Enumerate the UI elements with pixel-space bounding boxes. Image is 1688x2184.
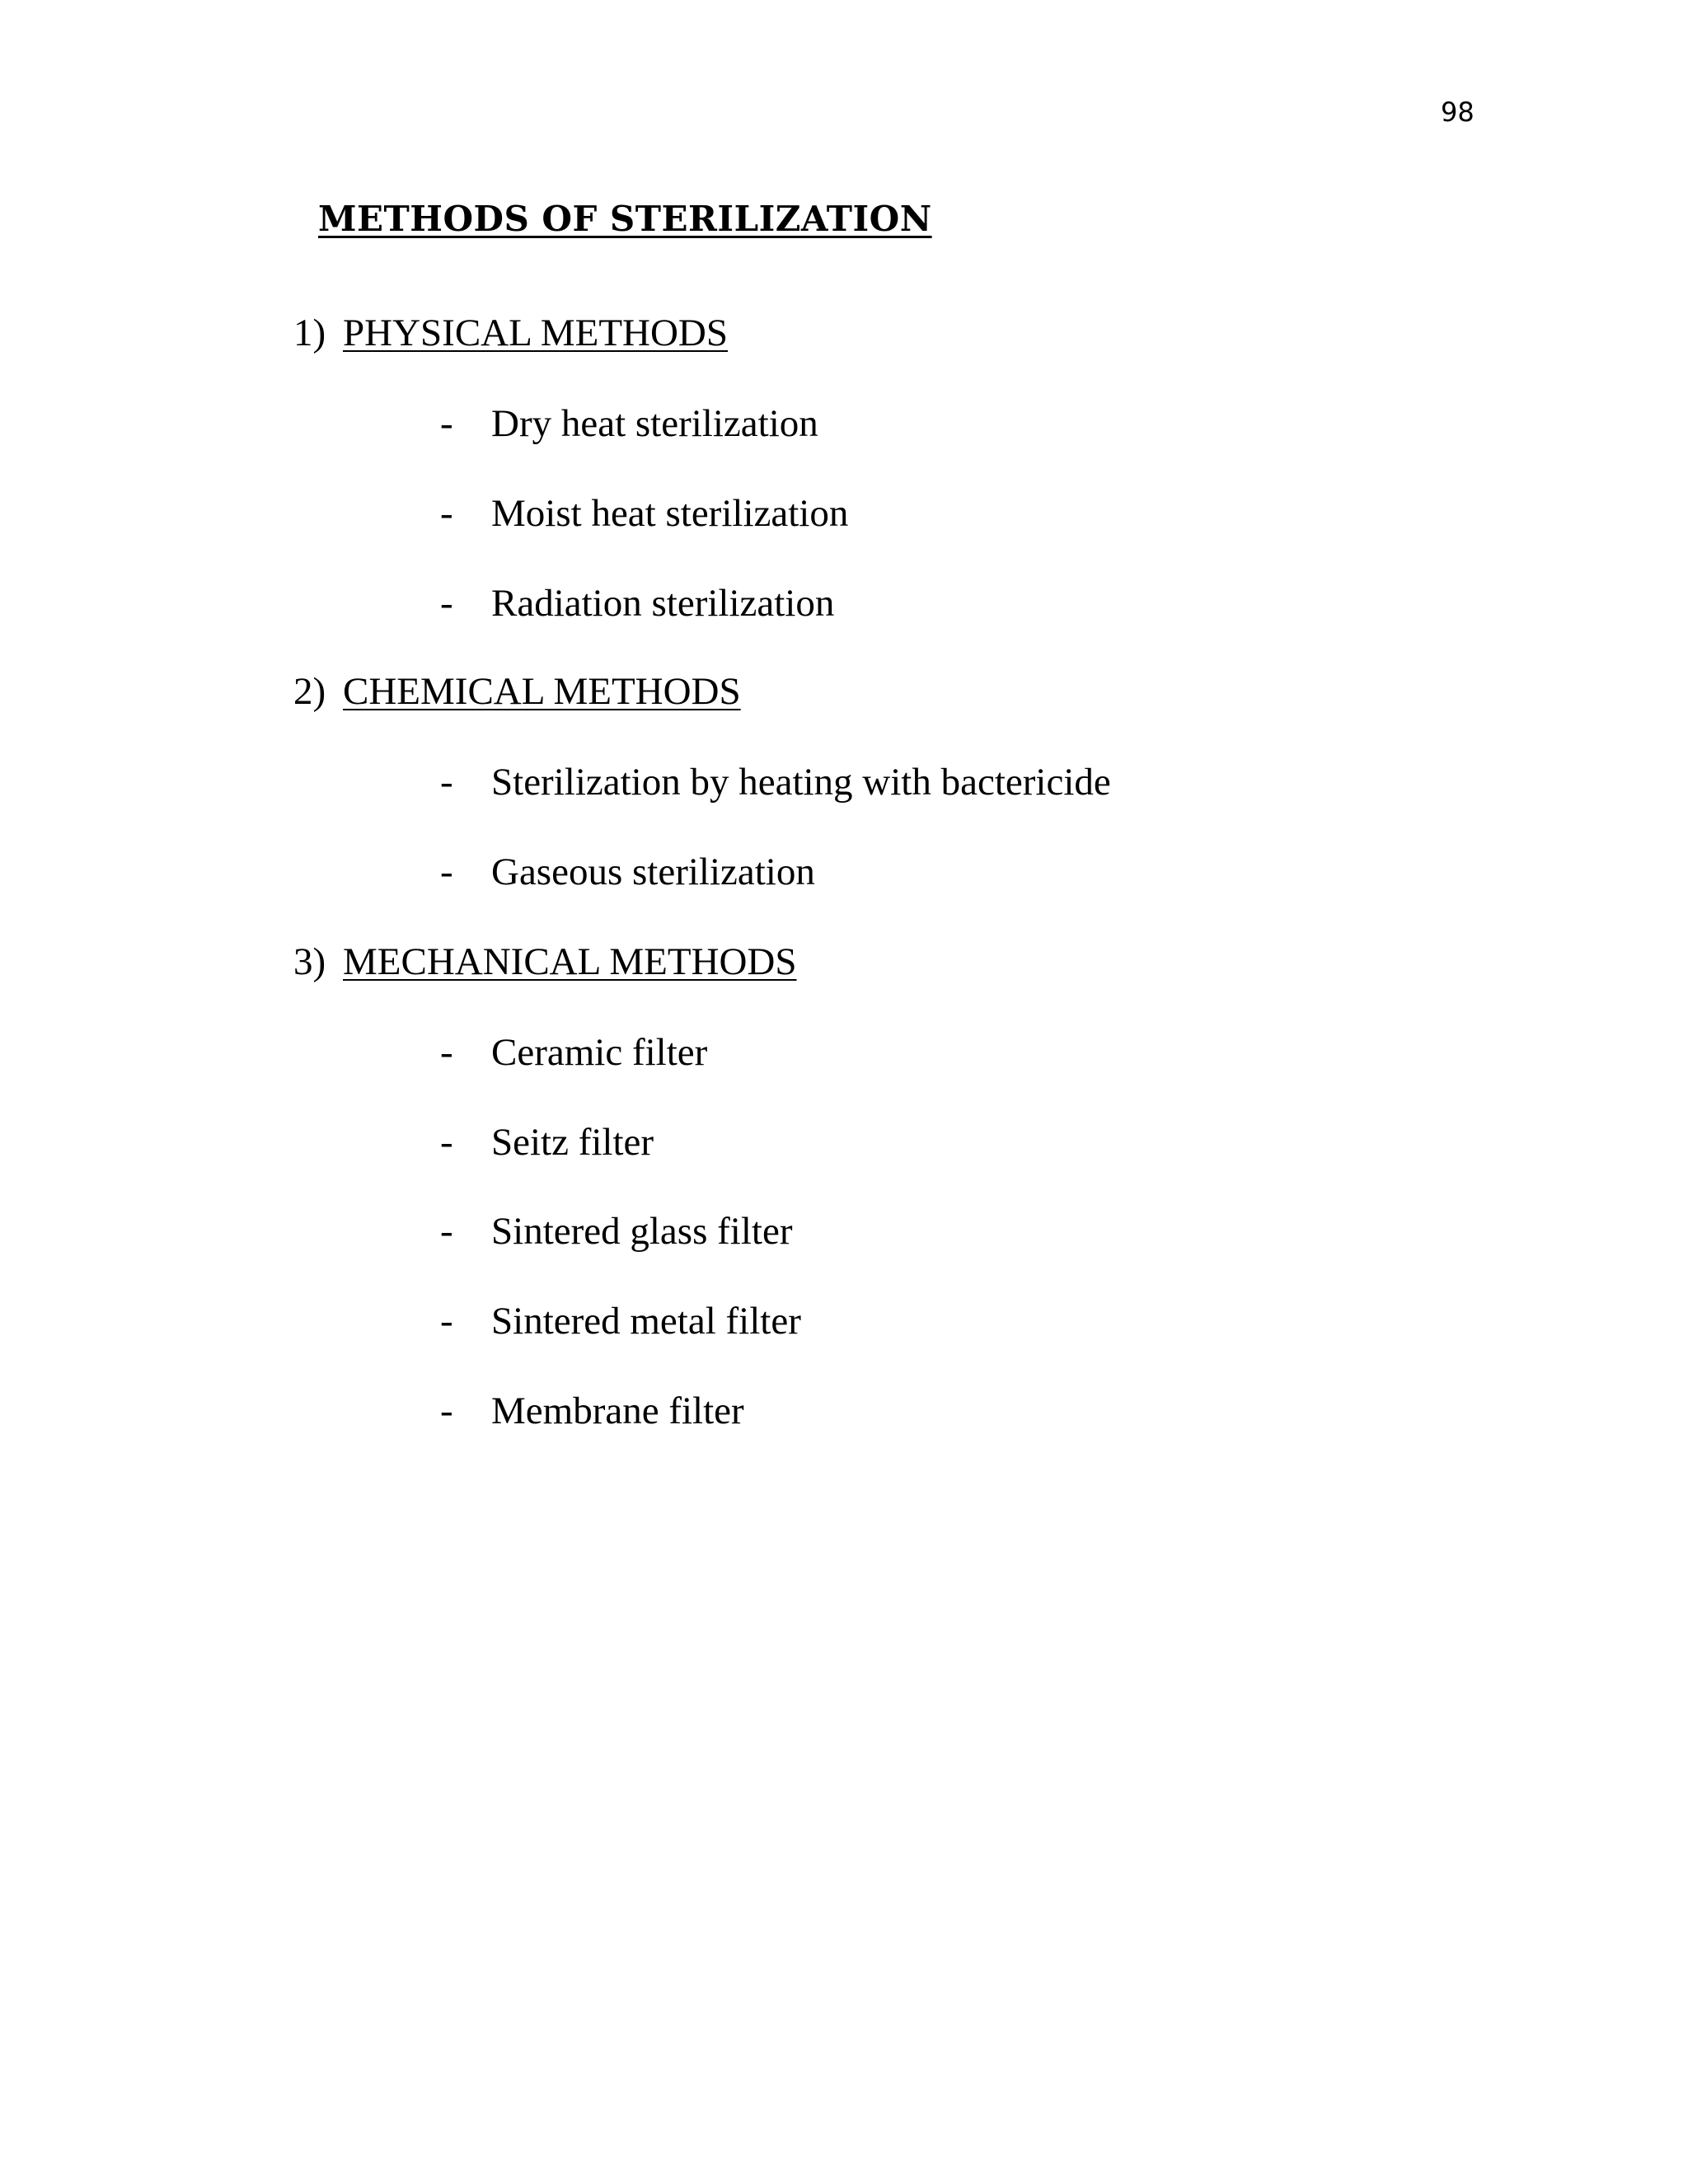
bullet-dash: - [440,1121,453,1164]
list-item-text: Membrane filter [491,1390,744,1432]
list-item [440,1118,654,1167]
list-item [440,1386,744,1436]
list-item [440,757,1111,807]
list-item-text: Sintered glass filter [491,1210,793,1253]
list-item-text: Sterilization by heating with bactericide [491,761,1111,804]
list-item [440,399,818,448]
list-item [440,1207,792,1256]
section-heading-chemical [293,667,741,716]
bullet-dash: - [440,1300,453,1343]
bullet-dash: - [440,1210,453,1253]
list-item [440,1028,707,1077]
bullet-dash: - [440,402,453,445]
bullet-dash: - [440,1031,453,1074]
section-number: 2) [293,670,326,713]
page-title: METHODS OF STERILIZATION [318,199,932,239]
list-item-text: Moist heat sterilization [491,492,849,535]
list-item [440,1296,801,1346]
list-item [440,489,848,538]
list-item-text: Sintered metal filter [491,1300,801,1343]
bullet-dash: - [440,1390,453,1432]
section-title: PHYSICAL METHODS [343,312,728,354]
bullet-dash: - [440,492,453,535]
section-number: 3) [293,940,326,983]
section-heading-physical [293,308,728,358]
list-item-text: Dry heat sterilization [491,402,818,445]
list-item-text: Gaseous sterilization [491,851,815,893]
list-item-text: Radiation sterilization [491,582,835,625]
list-item-text: Seitz filter [491,1121,654,1164]
page-number: 98 [1441,96,1475,128]
section-title: CHEMICAL METHODS [343,670,741,713]
bullet-dash: - [440,761,453,804]
bullet-dash: - [440,851,453,893]
list-item [440,847,815,897]
section-heading-mechanical [293,937,797,987]
section-title: MECHANICAL METHODS [343,940,797,983]
list-item-text: Ceramic filter [491,1031,708,1074]
bullet-dash: - [440,582,453,625]
list-item [440,579,834,628]
section-number: 1) [293,312,326,354]
